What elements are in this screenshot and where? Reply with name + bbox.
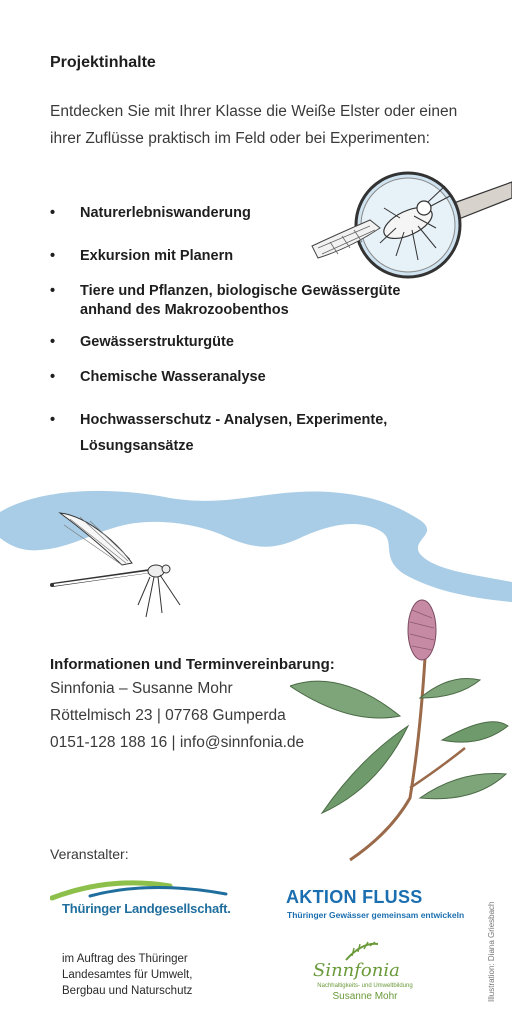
sinnfonia-logo-name: Sinnfonia [313, 960, 400, 981]
list-item-label: Chemische Wasseranalyse [80, 369, 266, 385]
aktion-fluss-logo-subtitle: Thüringer Gewässer gemeinsam entwickeln [287, 910, 465, 920]
sinnfonia-logo-author: Susanne Mohr [332, 991, 398, 1002]
list-item-label: Exkursion mit Planern [80, 248, 234, 264]
aktion-fluss-logo-title: AKTION FLUSS [286, 887, 423, 907]
list-item-label: Naturerlebniswanderung [80, 205, 251, 221]
bullet-icon: • [50, 248, 56, 264]
bullet-icon: • [50, 205, 56, 221]
contact-address: Röttelmisch 23 | 07768 Gumperda [50, 707, 286, 724]
page-title: Projektinhalte [50, 54, 156, 71]
bullet-icon: • [50, 283, 56, 299]
intro-text: Entdecken Sie mit Ihrer Klasse die Weiße Elster oder einen ihrer Zuflüsse praktisch im Feld oder bei Experimenten: [50, 103, 458, 147]
contact-phone-email: 0151-128 188 16 | info@sinnfonia.de [50, 734, 305, 751]
contact-name: Sinnfonia – Susanne Mohr [50, 680, 233, 697]
organizer-label: Veranstalter: [50, 846, 129, 862]
list-item-label: Gewässerstrukturgüte [80, 334, 234, 350]
list-item-label: Tiere und Pflanzen, biologische Gewässergüte anhand des Makrozoobenthos [80, 283, 401, 318]
bullet-icon: • [50, 369, 56, 385]
bullet-icon: • [50, 334, 56, 350]
contact-heading: Informationen und Terminvereinbarung: [50, 656, 335, 673]
flower-illustration [290, 598, 510, 868]
commission-text: im Auftrag des Thüringer Landesamtes für Umwelt, Bergbau und Naturschutz [62, 953, 193, 997]
illustration-credit: Illustration: Diana Griesbach [487, 901, 496, 1002]
sinnfonia-logo-leaf-icon [342, 940, 382, 962]
list-item-label: Hochwasserschutz - Analysen, Experimente, Lösungsansätze [80, 412, 388, 454]
bullet-icon: • [50, 412, 56, 428]
landgesellschaft-logo-text: Thüringer Landgesellschaft. [62, 901, 231, 916]
sinnfonia-logo-subtitle: Nachhaltigkeits- und Umweltbildung [317, 983, 413, 989]
landgesellschaft-logo-swoosh [50, 878, 230, 902]
magnifying-glass-illustration [300, 168, 512, 288]
mayfly-illustration [50, 505, 195, 620]
